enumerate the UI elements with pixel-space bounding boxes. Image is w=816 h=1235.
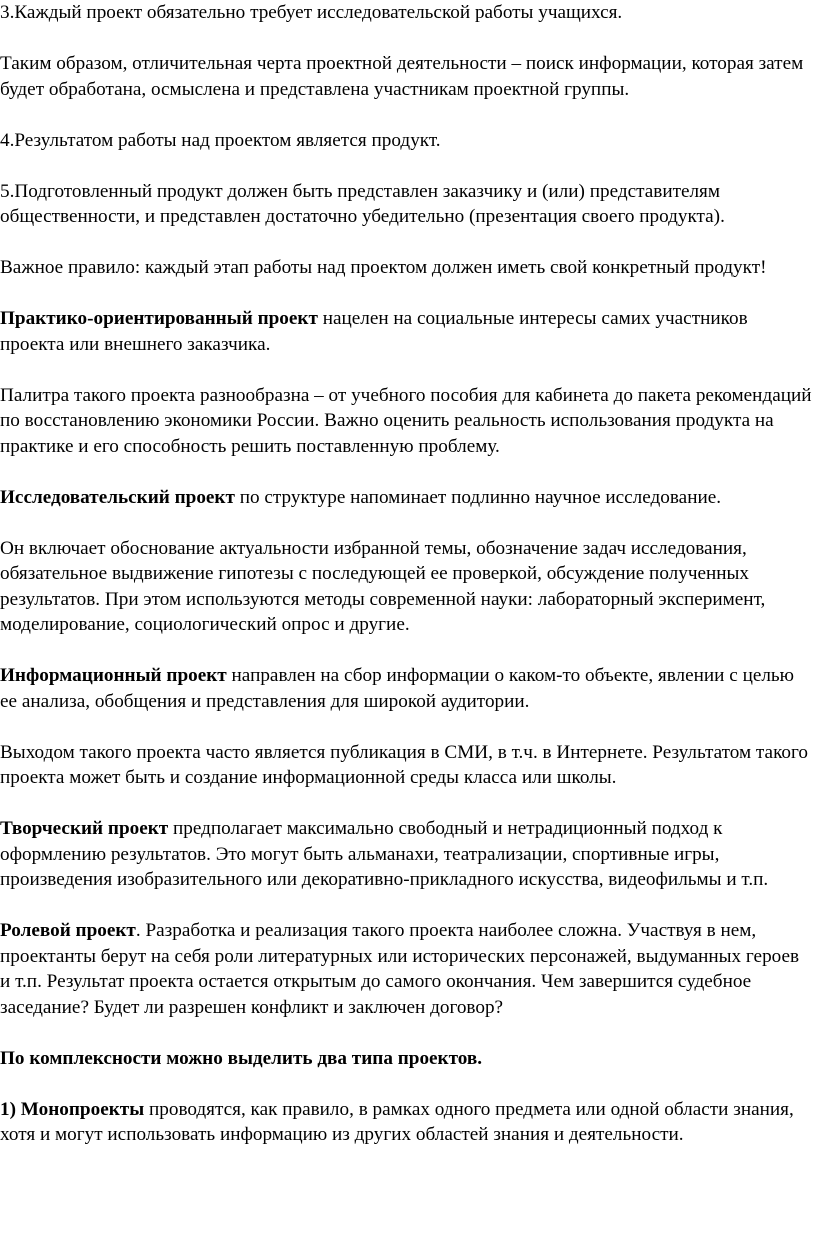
paragraph-research <box>0 485 814 511</box>
term-research: Исследовательский проект <box>0 486 235 508</box>
term-practice-oriented: Практико-ориентированный проект <box>0 308 318 329</box>
paragraph-important-rule: Важное правило: каждый этап работы над проектом должен иметь свой конкретный продукт! <box>0 257 767 278</box>
paragraph-monoprojects-text: проводятся, как правило, в рамках одного предмета или одной области знания, хотя и могут использовать информацию из других областей знания и деятельности. <box>0 1098 794 1145</box>
paragraph-practice-oriented-text: нацелен на социальные интересы самих участников проекта или внешнего заказчика. <box>0 308 748 355</box>
paragraph-5: 5.Подготовленный продукт должен быть представлен заказчику и (или) представителям общественности, и представлен достаточно убедительно (презентация своего продукта). <box>0 180 725 227</box>
term-creative: Творческий проект <box>0 818 169 839</box>
term-informational: Информационный проект <box>0 665 227 686</box>
paragraph-complexity-heading <box>0 1046 814 1072</box>
term-monoprojects: 1) Монопроекты <box>0 1098 145 1120</box>
paragraph-informational-output: Выходом такого проекта часто является публикация в СМИ, в т.ч. в Интернете. Результатом такого проекта может быть и создание информационной среды класса или школы. <box>0 741 808 788</box>
paragraph-4: 4.Результатом работы над проектом является продукт. <box>0 129 441 151</box>
heading-complexity: По комплексности можно выделить два типа проектов. <box>0 1047 483 1069</box>
paragraph-monoprojects <box>0 1097 814 1148</box>
paragraph-practice-oriented <box>0 306 814 357</box>
paragraph-creative <box>0 816 814 893</box>
paragraph-role-text: . Разработка и реализация такого проекта наиболее сложна. Участвуя в нем, проектанты берут на себя роли литературных или исторических персонажей, выдуманных героев и т.п. Результат проекта остается открытым до самого окончания. Чем завершится судебное заседание? Будет ли разрешен конфликт и заключен договор? <box>0 920 800 1018</box>
paragraph-informational <box>0 663 814 714</box>
paragraph-informational-text: направлен на сбор информации о каком-то объекте, явлении с целью ее анализа, обобщения и представления для широкой аудитории. <box>0 665 795 712</box>
paragraph-creative-text: предполагает максимально свободный и нетрадиционный подход к оформлению результатов. Это могут быть альманахи, театрализации, спортивные игры, произведения изобразительного или декоративно-прикладного искусства, видеофильмы и т.п. <box>0 818 769 890</box>
paragraph-role <box>0 918 814 1020</box>
paragraph-research-details: Он включает обоснование актуальности избранной темы, обозначение задач исследования, обязательное выдвижение гипотезы с последующей ее проверкой, обсуждение полученных результатов. При этом используются методы современной науки: лабораторный эксперимент, моделирование, социологический опрос и другие. <box>0 537 766 635</box>
paragraph-palette: Палитра такого проекта разнообразна – от учебного пособия для кабинета до пакета рекомендаций по восстановлению экономики России. Важно оценить реальность использования продукта на практике и его способность решить поставленную проблему. <box>0 384 812 457</box>
term-role: Ролевой проект <box>0 920 136 941</box>
paragraph-research-text: по структуре напоминает подлинно научное исследование. <box>234 486 722 508</box>
paragraph-distinctive-feature: Таким образом, отличительная черта проектной деятельности – поиск информации, которая затем будет обработана, осмыслена и представлена участникам проектной группы. <box>0 53 804 100</box>
paragraph-3: 3.Каждый проект обязательно требует исследовательской работы учащихся. <box>0 2 623 23</box>
